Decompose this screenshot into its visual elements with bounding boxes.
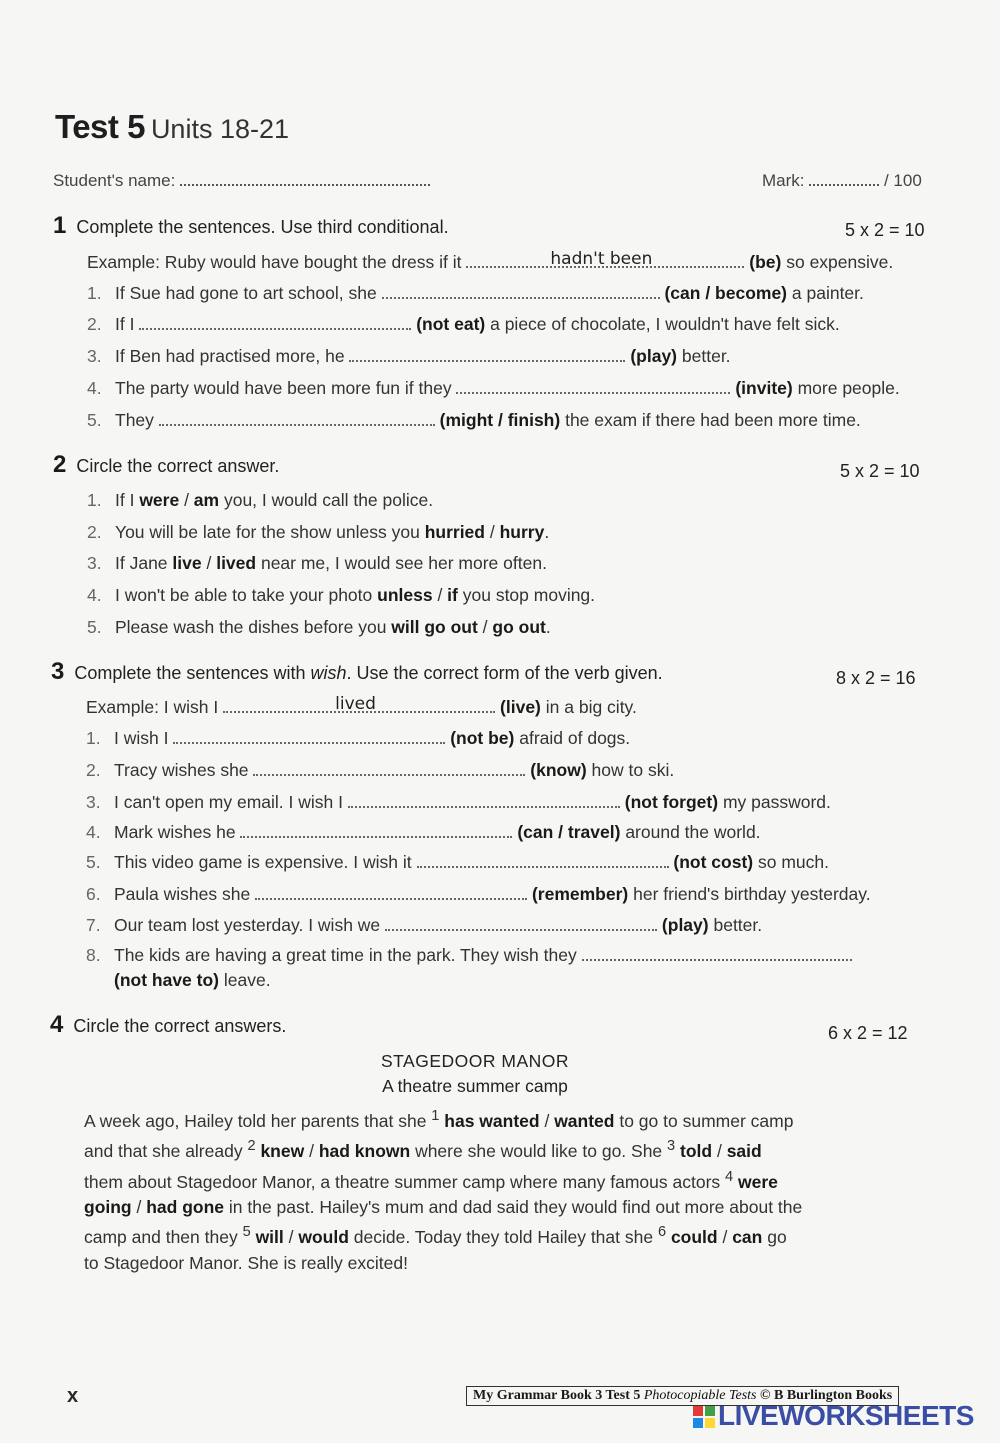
section-number: 2 — [53, 451, 67, 478]
option-separator: / — [477, 617, 493, 637]
item-end: so much. — [757, 852, 829, 872]
answer-blank[interactable] — [173, 730, 445, 744]
option-b[interactable]: hurry — [499, 522, 545, 542]
story-part: where she would like to go. She — [410, 1141, 668, 1162]
story-part: them about Stagedoor Manor, a theatre summer camp where many famous actors — [84, 1171, 726, 1192]
item-verb: (know) — [530, 760, 587, 780]
item-text: I won't be able to take your photo — [115, 585, 378, 605]
item-number: 5. — [86, 852, 101, 872]
option-separator: / — [717, 1227, 733, 1248]
item-text: This video game is expensive. I wish it — [114, 852, 412, 872]
option-separator: / — [539, 1110, 555, 1131]
example-answer-field — [466, 249, 744, 269]
section-number: 3 — [51, 658, 65, 685]
answer-blank[interactable] — [417, 854, 669, 868]
gap-number: 3 — [667, 1138, 676, 1155]
item-verb: (can / travel) — [517, 822, 621, 842]
option-separator: / — [484, 522, 500, 542]
item-end: . — [544, 522, 550, 542]
answer-blank[interactable] — [139, 316, 411, 330]
option-b[interactable]: wanted — [554, 1110, 615, 1131]
story-subtitle: A theatre summer camp — [382, 1076, 568, 1096]
answer-blank[interactable] — [382, 285, 660, 299]
item-verb: (play) — [630, 346, 678, 366]
gap-number: 5 — [242, 1224, 251, 1241]
item-number: 1. — [86, 728, 101, 748]
option-separator: / — [131, 1196, 147, 1217]
item-end: her friend's birthday yesterday. — [633, 884, 871, 904]
answer-blank[interactable] — [582, 947, 852, 961]
item-verb: (not cost) — [673, 852, 754, 872]
s2-item-2 — [87, 522, 549, 543]
answer-blank[interactable] — [349, 348, 625, 362]
section-title: Circle the correct answer. — [76, 456, 280, 476]
section-title: Complete the sentences. Use third conditional. — [76, 217, 449, 237]
item-verb: (not be) — [450, 728, 515, 748]
example-verb: (be) — [749, 252, 782, 272]
item-end: a piece of chocolate, I wouldn't have felt sick. — [490, 314, 840, 334]
section-3-heading — [51, 658, 663, 686]
option-a[interactable]: could — [670, 1227, 718, 1248]
section-3-score: 8 x 2 = 16 — [836, 668, 916, 688]
s3-item-8 — [86, 945, 852, 966]
liveworksheets-logo-icon — [693, 1406, 715, 1428]
s3-item-7 — [86, 915, 762, 936]
gap-number: 6 — [657, 1224, 667, 1241]
s3-item-4 — [86, 822, 761, 843]
title-part: Complete the sentences with — [74, 663, 311, 683]
answer-blank[interactable] — [348, 794, 620, 808]
s1-item-4 — [87, 378, 900, 399]
option-separator: / — [179, 490, 194, 510]
item-number: 1. — [87, 283, 102, 303]
publisher: © B Burlington Books — [756, 1388, 893, 1403]
option-a[interactable]: will go out — [391, 617, 478, 637]
item-number: 3. — [87, 553, 102, 573]
page-title — [55, 108, 289, 146]
gap-number: 2 — [247, 1138, 256, 1155]
section-number: 4 — [50, 1011, 64, 1038]
answer-blank[interactable] — [253, 762, 525, 776]
option-a[interactable]: were — [139, 490, 180, 510]
option-separator: / — [712, 1141, 727, 1162]
item-number: 8. — [86, 945, 101, 965]
section-title — [74, 663, 662, 683]
option-b[interactable]: am — [193, 490, 220, 510]
section-4-heading — [50, 1011, 286, 1039]
example-text: Example: I wish I — [86, 697, 219, 717]
section-2-score: 5 x 2 = 10 — [840, 461, 920, 481]
section-2-heading — [53, 451, 279, 479]
example-answer: hadn't been — [550, 249, 653, 269]
item-end: the exam if there had been more time. — [565, 410, 861, 430]
item-number: 6. — [86, 884, 101, 904]
item-text: If I — [115, 490, 140, 510]
s3-example — [86, 694, 637, 718]
answer-blank[interactable] — [255, 886, 527, 900]
item-end: you, I would call the police. — [219, 490, 434, 510]
item-text: I wish I — [114, 728, 169, 748]
page-marker: x — [67, 1385, 79, 1407]
item-number: 4. — [87, 585, 102, 605]
story-text — [84, 1104, 804, 1276]
gap-number: 1 — [431, 1108, 440, 1124]
item-end: near me, I would see her more often. — [256, 553, 547, 573]
student-name-label: Student's name: — [53, 171, 176, 190]
option-a[interactable]: hurried — [424, 522, 485, 542]
item-verb: (play) — [661, 915, 709, 935]
item-number: 7. — [86, 915, 101, 935]
s3-item-6 — [86, 884, 871, 905]
option-separator: / — [304, 1141, 319, 1162]
mark-label: Mark: — [762, 171, 805, 190]
mark-field[interactable] — [809, 170, 879, 186]
item-end: better. — [681, 346, 731, 366]
item-verb: (might / finish) — [439, 410, 561, 430]
example-end: in a big city. — [545, 697, 637, 717]
s3-item-8-cont — [114, 970, 271, 991]
item-text: They — [115, 410, 154, 430]
option-a[interactable]: will — [255, 1227, 284, 1248]
item-text: I can't open my email. I wish I — [114, 792, 343, 812]
option-b[interactable]: if — [447, 585, 458, 605]
s2-item-4 — [87, 585, 595, 606]
example-answer-field — [223, 694, 495, 714]
item-end: more people. — [797, 378, 900, 398]
option-a[interactable]: knew — [260, 1141, 305, 1162]
section-1-heading — [53, 212, 449, 240]
item-text: If Sue had gone to art school, she — [115, 283, 377, 303]
student-name-field[interactable] — [180, 170, 430, 186]
item-end: my password. — [722, 792, 831, 812]
s3-item-3 — [86, 792, 831, 813]
story-part: in the past. Hailey's mum and dad said they would find out more about the camp and then they — [84, 1196, 803, 1248]
s3-item-1 — [86, 728, 630, 749]
section-title: Circle the correct answers. — [73, 1016, 287, 1036]
item-text: Our team lost yesterday. I wish we — [114, 915, 381, 935]
story-part: go to Stagedoor Manor. She is really excited! — [84, 1227, 787, 1273]
s1-item-2 — [87, 314, 840, 335]
story-part: A week ago, Hailey told her parents that she — [84, 1110, 432, 1131]
item-end: a painter. — [791, 283, 864, 303]
item-number: 5. — [87, 617, 102, 637]
option-separator: / — [432, 585, 448, 605]
item-verb: (remember) — [531, 884, 629, 904]
item-number: 3. — [86, 792, 101, 812]
book-title: My Grammar Book 3 Test 5 — [473, 1388, 644, 1403]
item-end: afraid of dogs. — [519, 728, 631, 748]
item-end: leave. — [223, 970, 271, 990]
item-number: 2. — [86, 760, 101, 780]
option-a[interactable]: has wanted — [444, 1110, 540, 1131]
title-part: . Use the correct form of the verb given. — [346, 663, 663, 683]
s2-item-3 — [87, 553, 547, 574]
answer-blank[interactable] — [385, 917, 657, 931]
item-text: Please wash the dishes before you — [115, 617, 392, 637]
example-answer: lived — [335, 694, 376, 714]
item-text: Mark wishes he — [114, 822, 236, 842]
option-separator: / — [283, 1227, 299, 1248]
option-b[interactable]: had gone — [146, 1196, 224, 1217]
s2-item-1 — [87, 490, 433, 511]
item-text: You will be late for the show unless you — [115, 522, 425, 542]
option-b[interactable]: can — [732, 1227, 763, 1248]
gap-number: 4 — [725, 1168, 734, 1185]
liveworksheets-watermark — [693, 1400, 974, 1432]
s3-item-5 — [86, 852, 829, 873]
option-separator: / — [201, 553, 217, 573]
example-end: so expensive. — [786, 252, 894, 272]
item-verb: (invite) — [735, 378, 793, 398]
s3-item-2 — [86, 760, 674, 781]
item-verb: (can / become) — [664, 283, 788, 303]
mark-total: / 100 — [883, 171, 922, 190]
item-number: 4. — [86, 822, 101, 842]
option-b[interactable]: would — [298, 1227, 349, 1248]
option-a[interactable]: live — [172, 553, 202, 573]
item-text: The kids are having a great time in the park. They wish they — [114, 945, 577, 965]
item-text: If Jane — [115, 553, 173, 573]
test-label: Test 5 — [55, 108, 145, 145]
s1-example — [87, 249, 894, 273]
option-a[interactable]: were going — [84, 1171, 778, 1217]
section-4-score: 6 x 2 = 12 — [828, 1023, 908, 1043]
item-number: 4. — [87, 378, 102, 398]
s1-item-3 — [87, 346, 731, 367]
item-number: 2. — [87, 314, 102, 334]
story-part: to go to summer camp and that she already — [84, 1110, 794, 1162]
story-part: decide. Today they told Hailey that she — [348, 1227, 658, 1248]
section-number: 1 — [53, 212, 67, 239]
student-name-row — [53, 170, 430, 191]
s2-item-5 — [87, 617, 551, 638]
item-text: If I — [115, 314, 135, 334]
item-number: 2. — [87, 522, 102, 542]
example-text: Example: Ruby would have bought the dress if it — [87, 252, 462, 272]
title-emphasis: wish — [310, 663, 347, 683]
item-verb: (not eat) — [416, 314, 486, 334]
s1-item-1 — [87, 283, 864, 304]
item-end: around the world. — [625, 822, 761, 842]
book-subtitle: Photocopiable Tests — [643, 1388, 757, 1403]
item-end: you stop moving. — [457, 585, 596, 605]
item-number: 5. — [87, 410, 102, 430]
item-end: . — [545, 617, 551, 637]
item-verb: (not have to) — [114, 970, 219, 990]
item-text: Tracy wishes she — [114, 760, 249, 780]
mark-row — [762, 170, 922, 191]
watermark-text: LIVEWORKSHEETS — [718, 1400, 974, 1431]
answer-blank[interactable] — [456, 380, 730, 394]
s1-item-5 — [87, 410, 861, 431]
item-text: If Ben had practised more, he — [115, 346, 345, 366]
item-number: 3. — [87, 346, 102, 366]
answer-blank[interactable] — [159, 412, 435, 426]
example-verb: (live) — [500, 697, 541, 717]
section-1-score: 5 x 2 = 10 — [845, 220, 925, 240]
option-b[interactable]: said — [726, 1141, 762, 1162]
item-end: how to ski. — [591, 760, 675, 780]
story-title: STAGEDOOR MANOR — [380, 1051, 570, 1071]
item-text: The party would have been more fun if they — [115, 378, 452, 398]
item-text: Paula wishes she — [114, 884, 251, 904]
item-number: 1. — [87, 490, 102, 510]
option-b[interactable]: go out — [492, 617, 546, 637]
answer-blank[interactable] — [240, 824, 512, 838]
option-a[interactable]: told — [680, 1141, 713, 1162]
option-a[interactable]: unless — [377, 585, 433, 605]
item-verb: (not forget) — [624, 792, 719, 812]
item-end: better. — [713, 915, 763, 935]
option-b[interactable]: lived — [216, 553, 257, 573]
option-b[interactable]: had known — [318, 1141, 411, 1162]
units-label: Units 18-21 — [150, 114, 290, 144]
